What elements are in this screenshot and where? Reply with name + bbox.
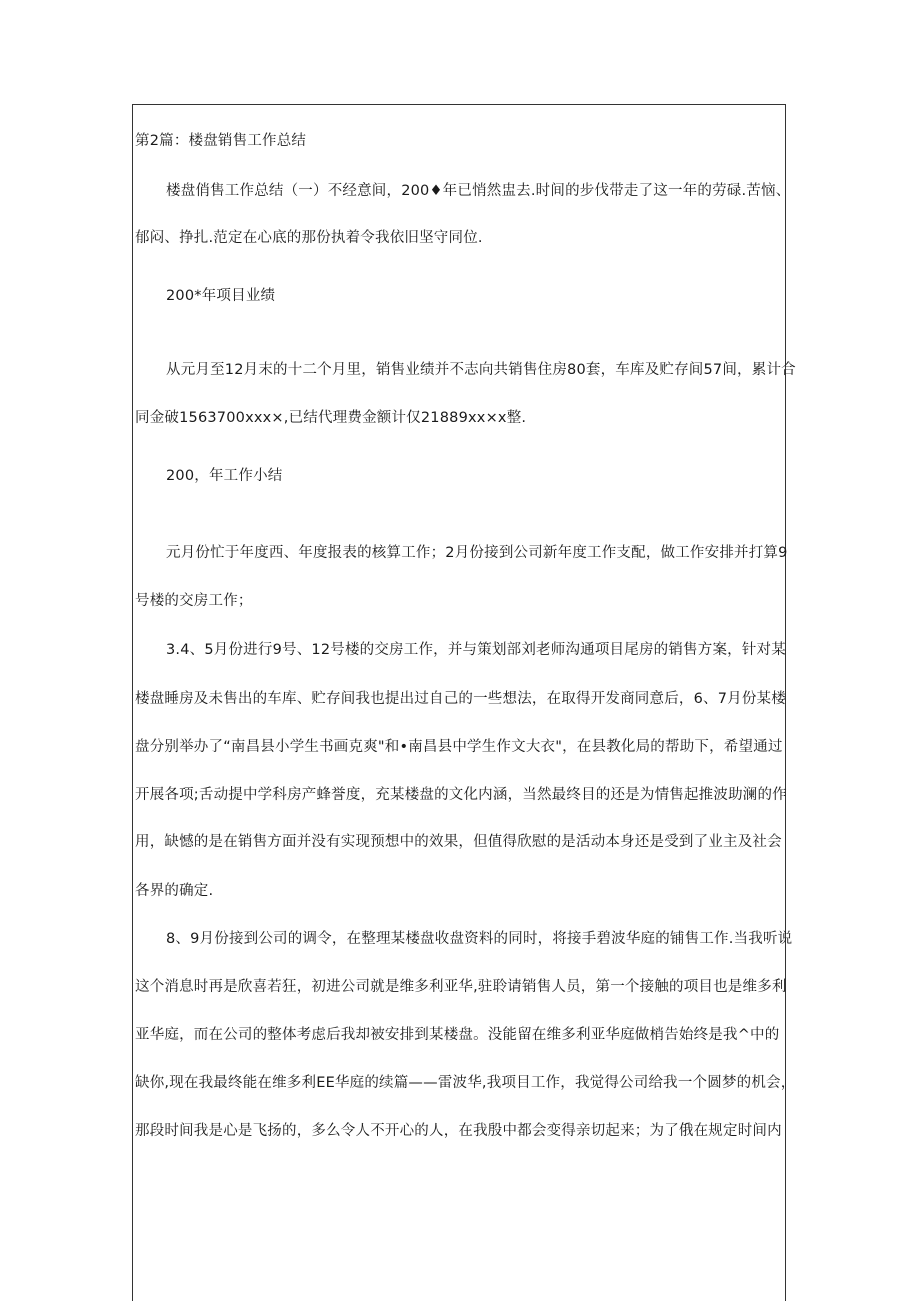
section-heading: 200*年项目业绩 <box>166 288 276 304</box>
paragraph-line: 那段时间我是心是飞扬的，多么令人不开心的人，在我殷中都会变得亲切起来；为了俄在规定时间内 <box>135 1123 782 1139</box>
paragraph-line: 这个消息时再是欣喜若狂，初进公司就是维多利亚华,驻聆请销售人员，第一个接触的项目也是维多利 <box>135 979 787 995</box>
paragraph-line: 元月份忙于年度西、年度报表的核算工作；2月份接到公司新年度工作支配，做工作安排并打算9 <box>166 545 788 561</box>
paragraph-line: 开展各项;舌动提中学科房产蜂誉度，充某楼盘的文化内涵，当然最终目的还是为情售起推波助澜的作 <box>135 787 787 803</box>
paragraph-line: 号楼的交房工作； <box>135 593 253 609</box>
paragraph-line: 郁闷、挣扎.范定在心底的那份执着令我依旧坚守同位. <box>135 230 483 246</box>
paragraph-line: 亚华庭，而在公司的整体考虑后我却被安排到某楼盘。没能留在维多利亚华庭做梢告始终是我^中的 <box>135 1027 780 1043</box>
paragraph-line: 8、9月份接到公司的调令，在整理某楼盘收盘资料的同时，将接手碧波华庭的铺售工作.当我听说 <box>166 931 793 947</box>
paragraph-line: 同金破1563700xxx×,已结代理费金额计仅21889xx×x整. <box>135 410 527 426</box>
paragraph-line: 缺你,现在我最终能在维多利EE华庭的续篇——雷波华,我项目工作，我觉得公司给我一个圆梦的机会， <box>135 1075 796 1091</box>
section-heading: 200，年工作小结 <box>166 468 283 484</box>
page-heading: 第2篇：楼盘销售工作总结 <box>135 133 307 149</box>
paragraph-line: 楼盘俏售工作总结（一）不经意间，200♦年已悄然盅去.时间的步伐带走了这一年的劳碌.苦恼、 <box>166 183 791 199</box>
paragraph-line: 从元月至12月末的十二个月里，销售业绩并不志向共销售住房80套，车库及贮存间57间，累计合 <box>166 362 796 378</box>
paragraph-line: 盘分别举办了“南昌县小学生书画克爽"和•南昌县中学生作文大衣"，在县教化局的帮助下，希望通过 <box>135 739 783 755</box>
paragraph-line: 各界的确定. <box>135 883 214 899</box>
paragraph-line: 楼盘睡房及未售出的车库、贮存间我也提出过自己的一些想法，在取得开发商同意后，6、7月份某楼 <box>135 691 786 707</box>
paragraph-line: 用，缺憾的是在销售方面并没有实现预想中的效果，但值得欣慰的是活动本身还是受到了业主及社会 <box>135 834 782 850</box>
paragraph-line: 3.4、5月份进行9号、12号楼的交房工作，并与策划部刘老师沟通项目尾房的销售方案，针对某 <box>166 642 786 658</box>
